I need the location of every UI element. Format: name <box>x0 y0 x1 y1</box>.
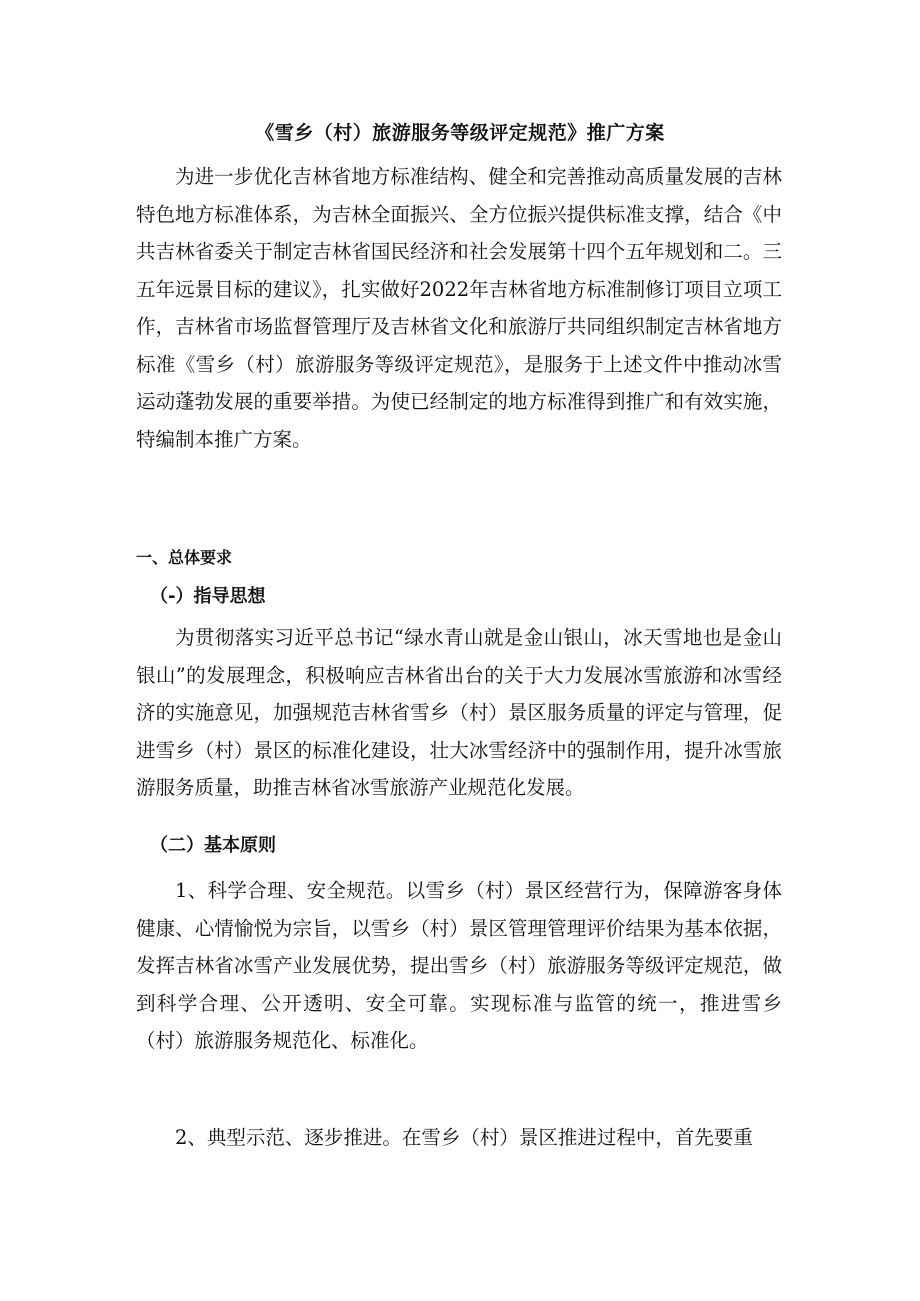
principle-1-paragraph: 1、科学合理、安全规范。以雪乡（村）景区经营行为，保障游客身体健康、心情愉悦为宗旨，以雪乡（村）景区管理管理评价结果为基本依据，发挥吉林省冰雪产业发展优势，提出雪乡（村）旅游服务等级评定规范，做到科学合理、公开透明、安全可靠。实现标准与监管的统一，推进雪乡（村）旅游服务规范化、标准化。 <box>136 879 782 1052</box>
subsection-heading-basic-principles: （二）基本原则 <box>150 835 276 856</box>
principle-2-paragraph: 2、典型示范、逐步推进。在雪乡（村）景区推进过程中，首先要重 <box>175 1126 753 1149</box>
document-title: 《雪乡（村）旅游服务等级评定规范》推广方案 <box>255 122 665 144</box>
subsection-heading-guiding-ideology: （-）指导思想 <box>150 586 266 607</box>
intro-paragraph: 为进一步优化吉林省地方标准结构、健全和完善推动高质量发展的吉林特色地方标准体系，为吉林全面振兴、全方位振兴提供标准支撑，结合《中共吉林省委关于制定吉林省国民经济和社会发展第十四个五年规划和二。三五年远景目标的建议》，扎实做好2022年吉林省地方标准制修订项目立项工作，吉林省市场监督管理厅及吉林省文化和旅游厅共同组织制定吉林省地方标准《雪乡（村）旅游服务等级评定规范》，是服务于上述文件中推动冰雪运动蓬勃发展的重要举措。为使已经制定的地方标准得到推广和有效实施，特编制本推广方案。 <box>136 165 782 451</box>
guiding-ideology-paragraph: 为贯彻落实习近平总书记“绿水青山就是金山银山，冰天雪地也是金山银山”的发展理念，积极响应吉林省出台的关于大力发展冰雪旅游和冰雪经济的实施意见，加强规范吉林省雪乡（村）景区服务质量的评定与管理，促进雪乡（村）景区的标准化建设，壮大冰雪经济中的强制作用，提升冰雪旅游服务质量，助推吉林省冰雪旅游产业规范化发展。 <box>136 626 782 799</box>
section-heading-general-requirements: 一、总体要求 <box>136 548 233 567</box>
